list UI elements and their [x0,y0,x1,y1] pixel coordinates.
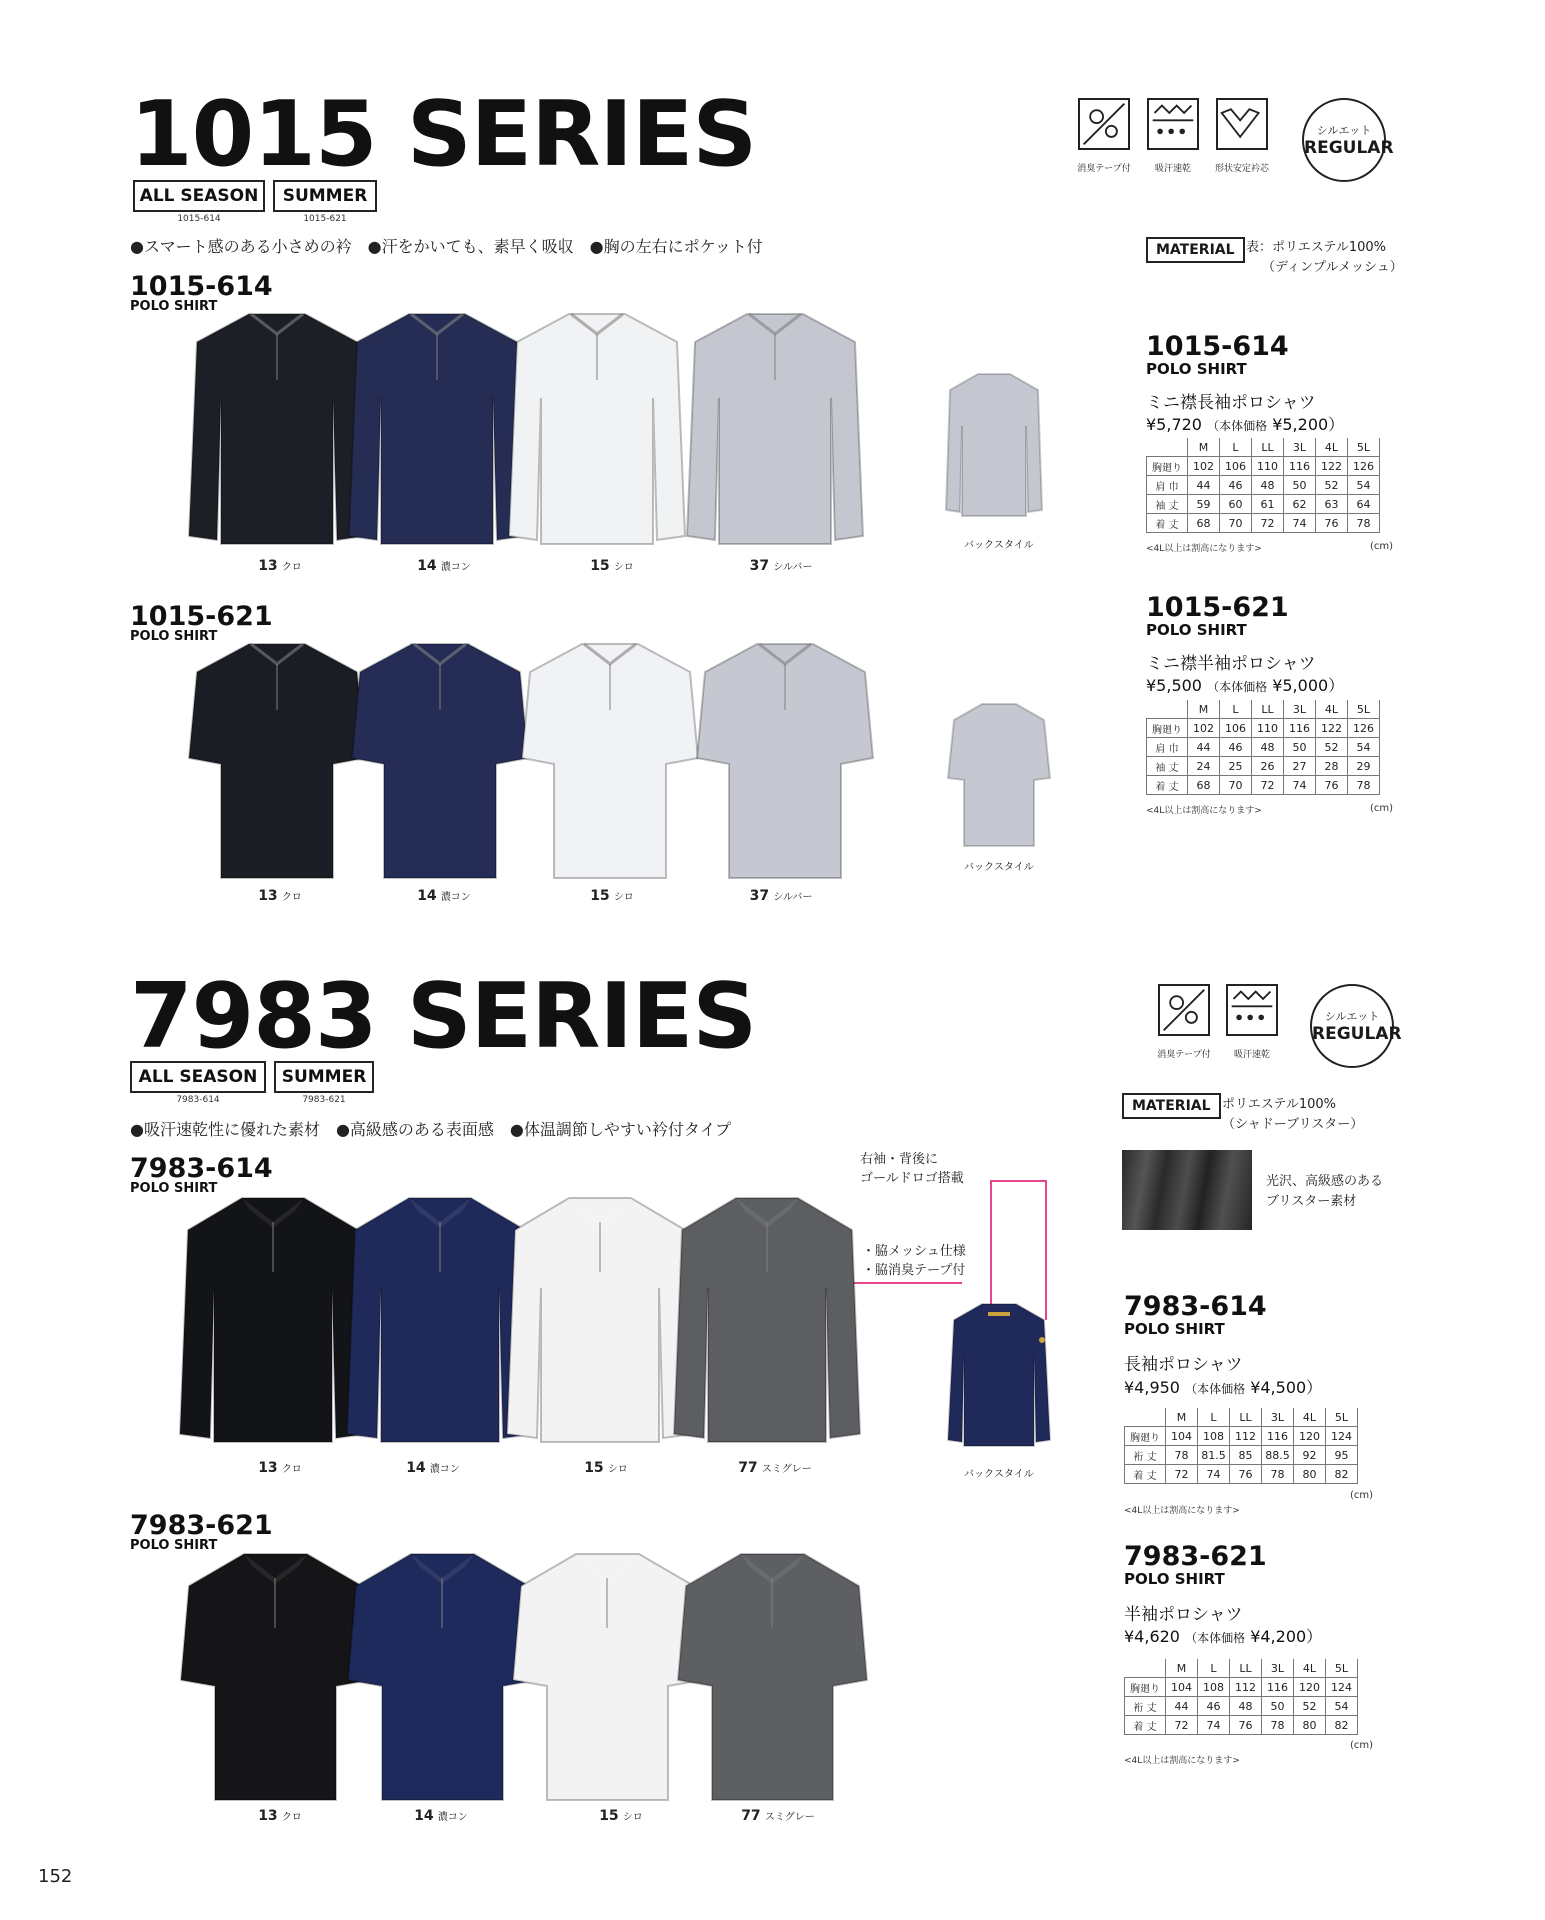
back-style-photo [944,700,1054,850]
product-photo [505,1192,695,1450]
color-label: 37 シルバー [749,888,813,904]
callout-logo: 右袖・背後に ゴールドロゴ搭載 [860,1152,964,1186]
page-number: 152 [38,1866,73,1887]
spec-model-code: 7983-621 [1124,1541,1267,1572]
season-code: 1015-621 [303,214,347,224]
callout-line [1045,1180,1047,1320]
color-label: 13 クロ [258,888,302,904]
back-style-photo [944,370,1044,520]
product-photo [350,638,530,883]
product-photo [695,638,875,883]
spec-model-type: POLO SHIRT [1124,1570,1225,1588]
model-code: 1015-614 [130,271,273,302]
product-name: ミニ襟半袖ポロシャツ [1146,654,1316,674]
season-badge-summer: SUMMER [273,180,377,212]
product-photo [520,638,700,883]
season-badge-all-season: ALL SEASON [133,180,265,212]
table-row: 着 丈 68 70 72 74 76 78 [1147,514,1380,533]
product-photo [187,308,367,548]
swatch-caption: ブリスター素材 [1266,1194,1357,1209]
table-row: 胸廻り 102 106 110 116 122 126 [1147,457,1380,476]
table-row: 胸廻り 104 108 112 116 120 124 [1125,1678,1358,1697]
product-name: 半袖ポロシャツ [1124,1605,1243,1625]
color-label: 15 シロ [590,888,634,904]
unit-label: (cm) [1350,1490,1374,1501]
icon-label: 吸汗速乾 [1154,164,1191,174]
material-text: （シャドーブリスター） [1222,1117,1364,1132]
feature-list: ●吸汗速乾性に優れた素材 ●高級感のある表面感 ●体温調節しやすい衿付タイプ [130,1120,732,1139]
product-photo [672,1192,862,1450]
material-text: （ディンプルメッシュ） [1262,260,1403,275]
price: ¥4,950 （本体価格 ¥4,500） [1124,1378,1323,1397]
color-label: 15 シロ [584,1460,628,1476]
season-badge-all-season: ALL SEASON [130,1061,266,1093]
fabric-swatch [1122,1150,1252,1230]
sweat-absorb-icon [1226,984,1278,1036]
deodorant-tape-icon [1078,98,1130,150]
season-code: 1015-614 [177,214,221,224]
model-code: 7983-614 [130,1153,273,1184]
price: ¥4,620 （本体価格 ¥4,200） [1124,1627,1323,1646]
icon-label: 消臭テープ付 [1157,1050,1211,1060]
table-row: 裄 丈 78 81.5 85 88.5 92 95 [1125,1446,1358,1465]
season-code: 7983-621 [302,1095,346,1105]
color-label: 13 クロ [258,1460,302,1476]
product-photo [178,1548,373,1806]
season-code: 7983-614 [176,1095,220,1105]
icon-label: 形状安定衿芯 [1214,164,1269,174]
color-label: 14 濃コン [406,1460,460,1476]
feature-list: ●スマート感のある小さめの衿 ●汗をかいても、素早く吸収 ●胸の左右にポケット付 [130,237,763,256]
size-table: M L LL 3L 4L 5L 胸廻り 102 106 110 116 122 126 肩 巾 44 46 48 50 52 54 袖 丈 59 60 61 62 63 64 着 丈 68 70 72 74 76 78 [1146,438,1380,533]
table-row: 袖 丈 59 60 61 62 63 64 [1147,495,1380,514]
table-row: 肩 巾 44 46 48 50 52 54 [1147,476,1380,495]
silhouette-value: REGULAR [1304,138,1394,158]
color-label: 77 スミグレー [738,1460,812,1476]
material-tag: MATERIAL [1122,1093,1221,1119]
spec-model-code: 1015-621 [1146,592,1289,623]
unit-label: (cm) [1370,803,1394,814]
price: ¥5,500 （本体価格 ¥5,000） [1146,676,1345,695]
back-style-photo [944,1300,1054,1450]
color-label: 15 シロ [599,1808,643,1824]
table-row: 着 丈 72 74 76 78 80 82 [1125,1465,1358,1484]
product-name: 長袖ポロシャツ [1124,1355,1243,1375]
size-table: M L LL 3L 4L 5L 胸廻り 102 106 110 116 122 126 肩 巾 44 46 48 50 52 54 袖 丈 24 25 26 27 28 29 着 丈 68 70 72 74 76 78 [1146,700,1380,795]
silhouette-value: REGULAR [1312,1024,1402,1044]
table-row: 胸廻り 104 108 112 116 120 124 [1125,1427,1358,1446]
model-type: POLO SHIRT [130,1181,218,1196]
model-code: 7983-621 [130,1510,273,1541]
product-photo [187,638,367,883]
spec-model-type: POLO SHIRT [1146,621,1247,639]
table-row: 裄 丈 44 46 48 50 52 54 [1125,1697,1358,1716]
color-label: 14 濃コン [414,1808,468,1824]
size-note: <4L以上は割高になります> [1146,544,1262,554]
callout-line [990,1180,992,1310]
model-type: POLO SHIRT [130,1538,218,1553]
spec-model-code: 7983-614 [1124,1291,1267,1322]
size-note: <4L以上は割高になります> [1124,1506,1240,1516]
back-style-label: バックスタイル [964,1469,1034,1480]
model-type: POLO SHIRT [130,629,218,644]
silhouette-badge [1302,98,1394,182]
material-tag: MATERIAL [1146,237,1245,263]
season-badge-summer: SUMMER [274,1061,374,1093]
size-note: <4L以上は割高になります> [1146,806,1262,816]
spec-model-type: POLO SHIRT [1146,360,1247,378]
icon-label: 消臭テープ付 [1077,164,1131,174]
table-row: 肩 巾 44 46 48 50 52 54 [1147,738,1380,757]
color-label: 37 シルバー [749,558,813,574]
callout-line [990,1180,1046,1182]
swatch-caption: 光沢、高級感のある [1266,1174,1384,1189]
silhouette-label: シルエット [1324,1010,1380,1023]
material-text: ポリエステル100% [1222,1097,1336,1112]
color-label: 14 濃コン [417,888,471,904]
table-row: 着 丈 68 70 72 74 76 78 [1147,776,1380,795]
product-photo [685,308,865,548]
product-photo [347,308,527,548]
table-row: 着 丈 72 74 76 78 80 82 [1125,1716,1358,1735]
sweat-absorb-icon [1147,98,1199,150]
product-name: ミニ襟長袖ポロシャツ [1146,393,1316,413]
size-table: M L LL 3L 4L 5L 胸廻り 104 108 112 116 120 124 裄 丈 44 46 48 50 52 54 着 丈 72 74 76 78 80 82 [1124,1659,1358,1735]
silhouette-label: シルエット [1316,124,1372,137]
back-style-label: バックスタイル [964,862,1034,873]
color-label: 13 クロ [258,1808,302,1824]
callout-mesh: ・脇メッシュ仕様 ・脇消臭テープ付 [862,1244,966,1278]
product-photo [507,308,687,548]
size-note: <4L以上は割高になります> [1124,1756,1240,1766]
color-label: 14 濃コン [417,558,471,574]
spec-model-type: POLO SHIRT [1124,1320,1225,1338]
back-style-label: バックスタイル [964,540,1034,551]
product-photo [675,1548,870,1806]
price: ¥5,720 （本体価格 ¥5,200） [1146,415,1345,434]
color-label: 13 クロ [258,558,302,574]
product-photo [178,1192,368,1450]
silhouette-badge [1310,984,1402,1068]
size-table: M L LL 3L 4L 5L 胸廻り 104 108 112 116 120 124 裄 丈 78 81.5 85 88.5 92 95 着 丈 72 74 76 78 80 82 [1124,1408,1358,1484]
spec-model-code: 1015-614 [1146,331,1289,362]
material-text: 表：ポリエステル100% [1246,240,1386,255]
shape-collar-icon [1216,98,1268,150]
series-title: 1015 SERIES [130,82,757,187]
table-row: 袖 丈 24 25 26 27 28 29 [1147,757,1380,776]
icon-label: 吸汗速乾 [1233,1050,1270,1060]
unit-label: (cm) [1350,1740,1374,1751]
table-row: 胸廻り 102 106 110 116 122 126 [1147,719,1380,738]
color-label: 77 スミグレー [741,1808,815,1824]
unit-label: (cm) [1370,541,1394,552]
color-label: 15 シロ [590,558,634,574]
model-type: POLO SHIRT [130,299,218,314]
model-code: 1015-621 [130,601,273,632]
series-title: 7983 SERIES [130,964,757,1069]
deodorant-tape-icon [1158,984,1210,1036]
